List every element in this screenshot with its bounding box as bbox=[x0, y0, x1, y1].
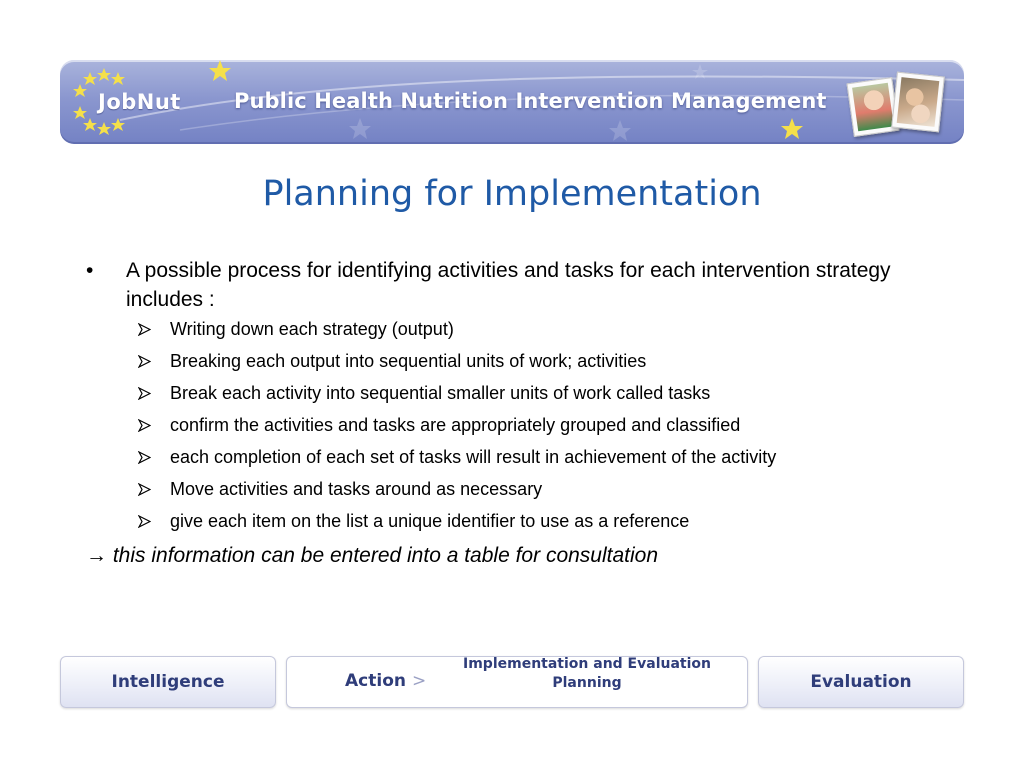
consultation-note bbox=[86, 542, 946, 570]
header-photos bbox=[846, 68, 958, 140]
list-item bbox=[138, 510, 946, 532]
logo-text: JobNut bbox=[98, 90, 181, 114]
list-item-text: Move activities and tasks around as necessary bbox=[170, 479, 543, 499]
slide-content bbox=[86, 256, 946, 570]
note-text: this information can be entered into a table for consultation bbox=[112, 544, 659, 567]
arrow-bullet-icon bbox=[138, 451, 151, 464]
tab-intelligence-label: Intelligence bbox=[111, 672, 225, 692]
star-icon bbox=[209, 60, 231, 81]
list-item bbox=[138, 350, 946, 372]
child-photo bbox=[846, 77, 899, 137]
arrow-bullet-icon bbox=[138, 387, 151, 400]
arrow-bullet-icon bbox=[138, 419, 151, 432]
right-arrow-icon: → bbox=[86, 544, 107, 567]
tab-intelligence[interactable] bbox=[60, 656, 276, 708]
list-item bbox=[138, 318, 946, 340]
list-item-text: give each item on the list a unique identifier to use as a reference bbox=[170, 511, 690, 531]
planning-label: Implementation and Evaluation Planning bbox=[463, 656, 711, 691]
arrow-bullet-icon bbox=[138, 323, 151, 336]
bullet-dot: • bbox=[86, 259, 94, 282]
tab-evaluation-label: Evaluation bbox=[810, 672, 912, 692]
list-item bbox=[138, 414, 946, 436]
list-item-text: Breaking each output into sequential units of work; activities bbox=[170, 351, 647, 371]
main-bullet-text: A possible process for identifying activities and tasks for each intervention strategy includes : bbox=[126, 259, 891, 311]
mother-baby-photo bbox=[891, 72, 945, 133]
list-item bbox=[138, 446, 946, 468]
arrow-bullet-icon bbox=[138, 515, 151, 528]
header-banner bbox=[60, 60, 964, 144]
tab-action-label: Action > bbox=[345, 671, 427, 691]
jobnut-logo bbox=[68, 66, 198, 138]
list-item-text: Writing down each strategy (output) bbox=[170, 319, 454, 339]
slide-title: Planning for Implementation bbox=[262, 174, 762, 214]
list-item bbox=[138, 382, 946, 404]
list-item-text: each completion of each set of tasks will result in achievement of the activity bbox=[170, 447, 777, 467]
arrow-bullet-icon bbox=[138, 483, 151, 496]
list-item-text: Break each activity into sequential smaller units of work called tasks bbox=[170, 383, 711, 403]
main-bullet bbox=[86, 256, 946, 314]
list-item bbox=[138, 478, 946, 500]
star-icon bbox=[781, 118, 803, 139]
tab-evaluation[interactable] bbox=[758, 656, 964, 708]
list-item-text: confirm the activities and tasks are appropriately grouped and classified bbox=[170, 415, 741, 435]
banner-title: Public Health Nutrition Intervention Management bbox=[234, 89, 827, 113]
arrow-bullet-icon bbox=[138, 355, 151, 368]
chevron-right-icon: > bbox=[411, 671, 427, 691]
sub-bullet-list bbox=[86, 318, 946, 532]
tab-action[interactable] bbox=[286, 656, 748, 708]
